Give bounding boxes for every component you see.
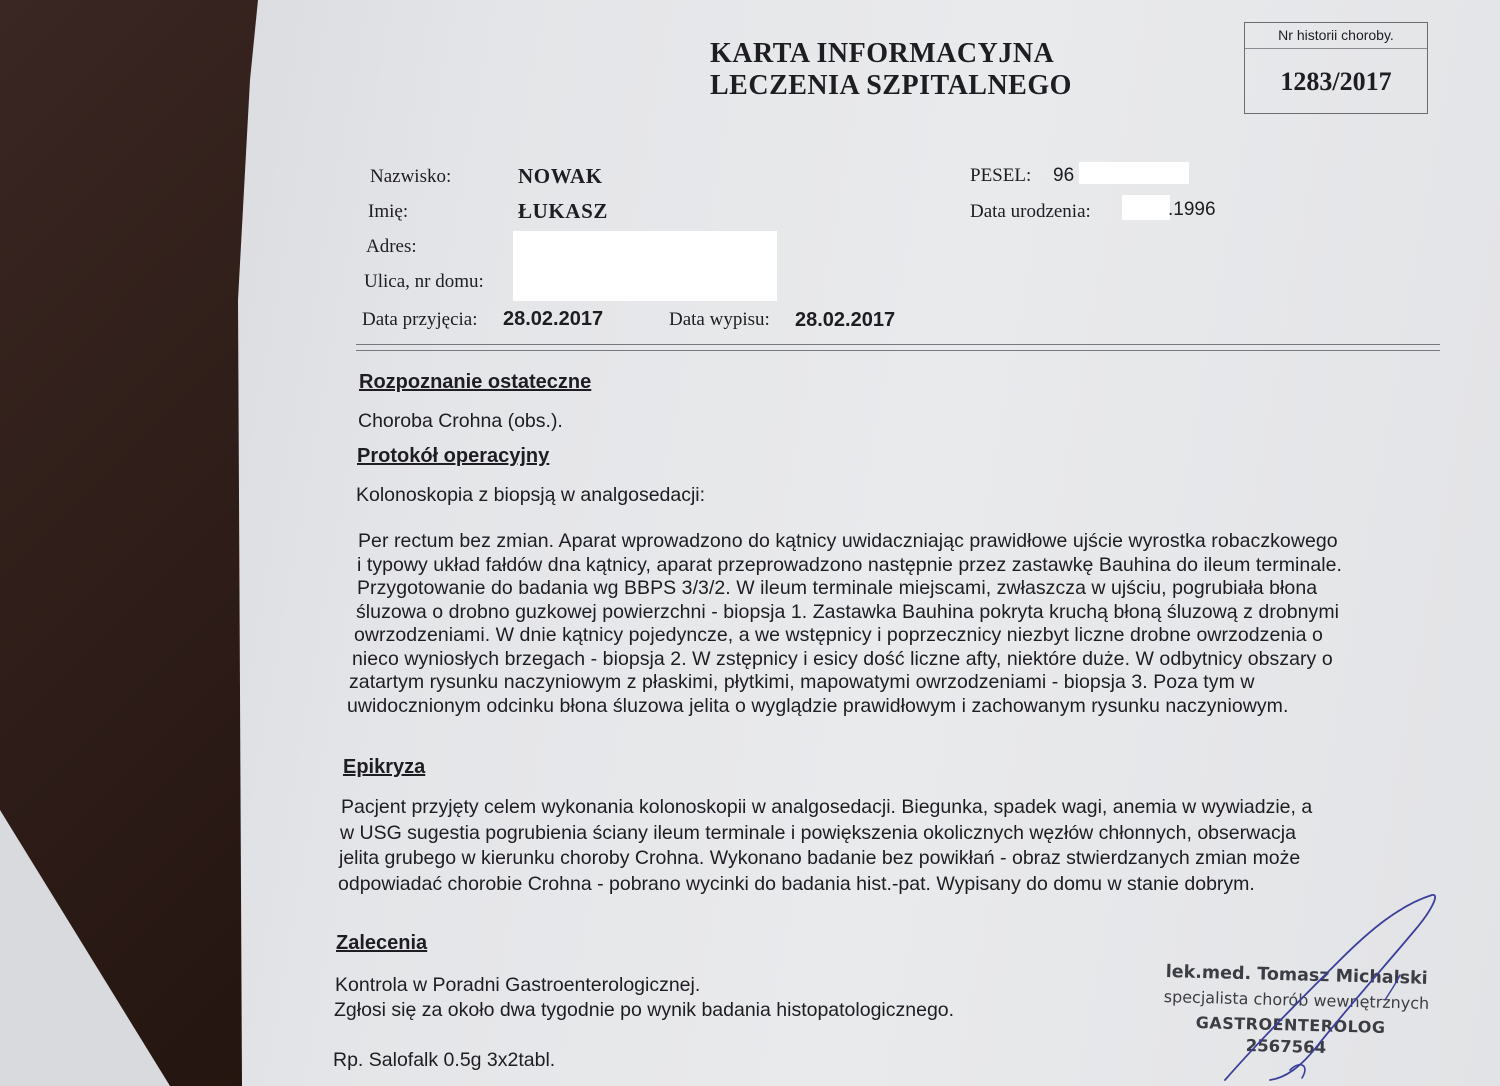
recommendation-control: Kontrola w Poradni Gastroenterologicznej. — [335, 974, 701, 996]
recommendation-followup: Zgłosi się za około dwa tygodnie po wynik badania histopatologicznego. — [334, 999, 955, 1021]
surname-label: Nazwisko: — [370, 166, 452, 187]
address-label: Adres: — [366, 236, 417, 257]
protocol-intro: Kolonoskopia z biopsją w analgosedacji: — [356, 484, 706, 506]
history-number: 1283/2017 — [1280, 67, 1392, 96]
name-value: ŁUKASZ — [518, 199, 608, 223]
epicrisis-line: odpowiadać chorobie Crohna - pobrano wycinki do badania hist.-pat. Wypisany do domu w stanie dobrym. — [338, 872, 1255, 895]
history-number-label: Nr historii choroby. — [1278, 27, 1394, 43]
stamp-specialization: specjalista chorób wewnętrznych — [1163, 987, 1430, 1013]
epicrisis-line: Pacjent przyjęty celem wykonania kolonoskopii w analgosedacji. Biegunka, spadek wagi, anemia w wywiadzie, a — [341, 796, 1313, 818]
epicrisis-line: jelita grubego w kierunku choroby Crohna. Wykonano badanie bez powikłań - obraz stwierdzanych zmian może — [339, 847, 1301, 869]
admission-date: 28.02.2017 — [503, 308, 604, 330]
protocol-line: uwidocznionym odcinku błona śluzowa jelita o wyglądzie prawidłowym i zachowanym rysunku naczyniowym. — [347, 694, 1289, 717]
document-title-line1: KARTA INFORMACYJNA — [710, 38, 1055, 69]
street-label: Ulica, nr domu: — [364, 271, 484, 292]
diagnosis-text: Choroba Crohna (obs.). — [358, 410, 563, 432]
pesel-prefix: 96 — [1053, 165, 1075, 186]
birth-date-label: Data urodzenia: — [970, 201, 1091, 222]
prescription: Rp. Salofalk 0.5g 3x2tabl. — [333, 1049, 556, 1071]
protocol-line: Per rectum bez zmian. Aparat wprowadzono do kątnicy uwidaczniając prawidłowe ujście wyrostka robaczkowego — [358, 530, 1338, 552]
protocol-line: owrzodzeniami. W dnie kątnicy pojedyncze, a we wstępnicy i poprzecznicy niezbyt liczne drobne owrzodzenia o — [354, 624, 1323, 646]
stamp-doctor-name: lek.med. Tomasz Michalski — [1165, 962, 1428, 989]
epicrisis-heading: Epikryza — [343, 756, 426, 778]
stamp-number: 2567564 — [1245, 1036, 1327, 1058]
protocol-line: nieco wyniosłych brzegach - biopsja 2. W zstępnicy i esicy dość liczne afty, niektóre duże. W odbytnicy obszary o — [352, 647, 1333, 670]
recommendations-heading: Zalecenia — [336, 932, 428, 954]
protocol-heading: Protokół operacyjny — [357, 445, 550, 467]
document-title-line2: LECZENIA SZPITALNEGO — [710, 70, 1072, 101]
discharge-date: 28.02.2017 — [795, 309, 896, 331]
discharge-date-label: Data wypisu: — [669, 309, 770, 330]
birth-year: .1996 — [1168, 199, 1216, 220]
protocol-line: Przygotowanie do badania wg BBPS 3/3/2. W ileum terminale miejscami, zwłaszcza w ujściu, pogrubiała błona — [357, 577, 1318, 599]
protocol-line: zatartym rysunku naczyniowym z płaskimi, płytkimi, mapowatymi owrzodzeniami - biopsja 3. Poza tym w — [349, 671, 1255, 693]
admission-date-label: Data przyjęcia: — [362, 309, 478, 330]
pesel-label: PESEL: — [970, 165, 1032, 186]
stamp-title: GASTROENTEROLOG — [1195, 1013, 1386, 1037]
diagnosis-heading: Rozpoznanie ostateczne — [359, 371, 592, 393]
protocol-line: i typowy układ fałdów dna kątnicy, aparat przeprowadzono następnie przez zastawkę Bauhina do ileum terminale. — [357, 553, 1342, 576]
surname-value: NOWAK — [518, 164, 603, 188]
epicrisis-line: w USG sugestia pogrubienia ściany ileum terminale i powiększenia okolicznych węzłów chłonnych, obserwacja — [340, 821, 1296, 844]
protocol-line: śluzowa o drobno guzkowej powierzchni - biopsja 1. Zastawka Bauhina pokryta kruchą błoną śluzową z drobnymi — [356, 600, 1340, 623]
name-label: Imię: — [368, 201, 409, 222]
